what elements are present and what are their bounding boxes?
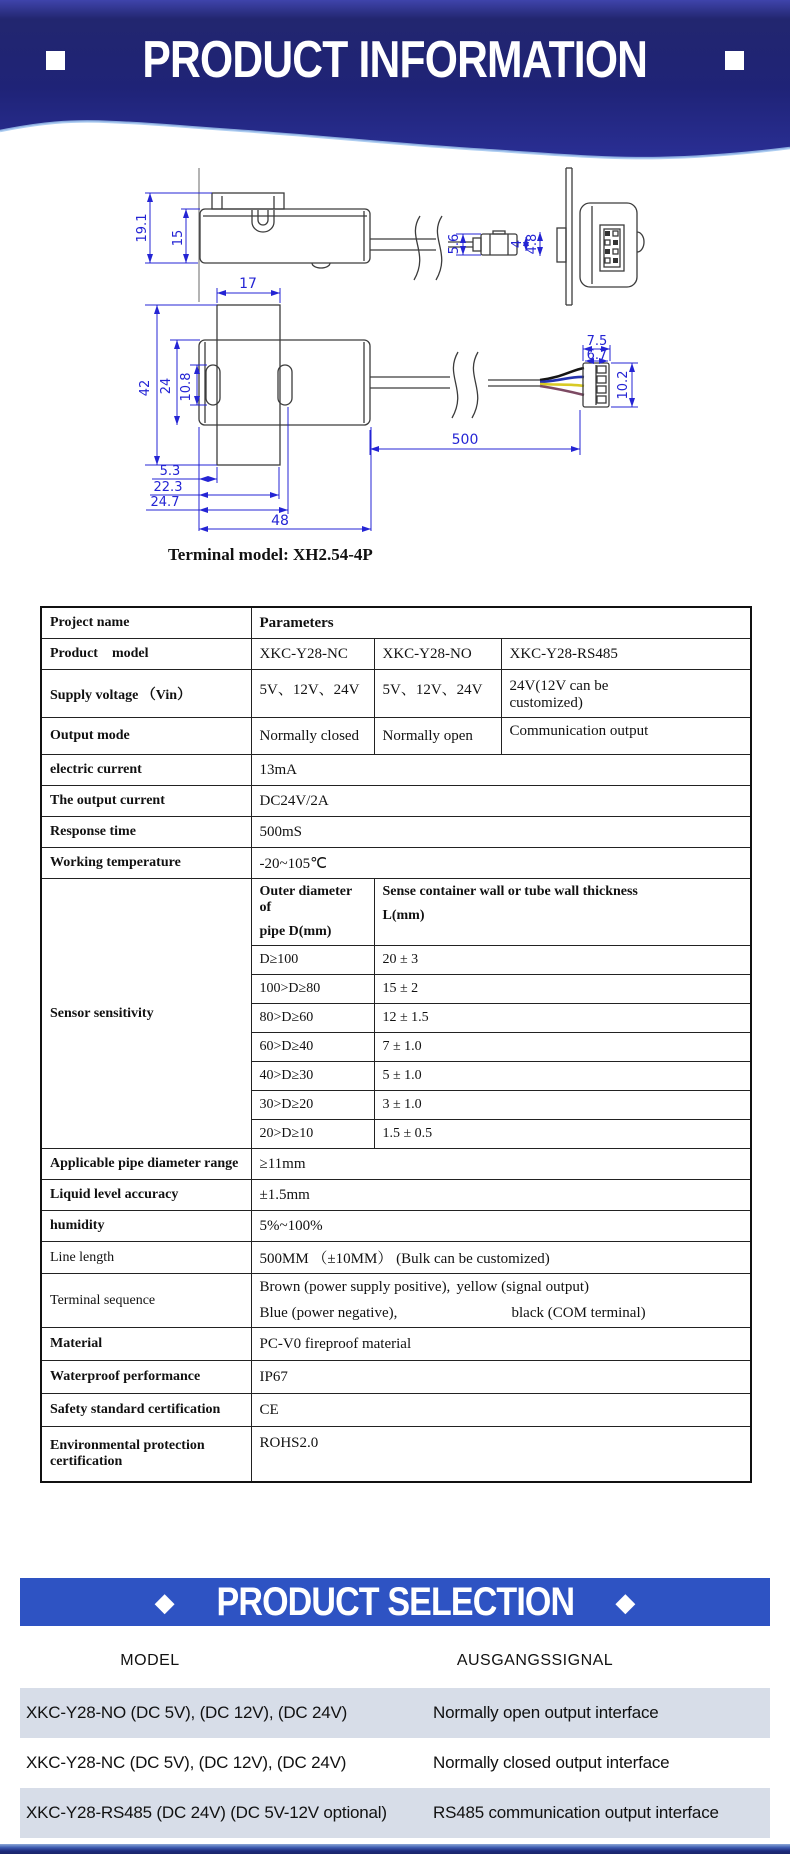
spec-subheader-line: Sense container wall or tube wall thickness — [382, 884, 638, 899]
spec-label: Project name — [41, 607, 251, 639]
selection-signal: RS485 communication output interface — [433, 1803, 719, 1822]
spec-label: Output mode — [41, 718, 251, 755]
sensitivity-l: 7 ± 1.0 — [374, 1033, 751, 1062]
sensor-end-view — [557, 168, 644, 305]
spec-value-line: customized) — [509, 695, 583, 711]
banner-wave-decoration — [0, 114, 790, 160]
sensitivity-d: 80>D≥60 — [251, 1004, 374, 1033]
spec-row-sensitivity-header — [41, 879, 751, 946]
dim-5-3: 5.3 — [159, 464, 181, 479]
spec-label: Liquid level accuracy — [41, 1180, 251, 1211]
spec-label: The output current — [41, 786, 251, 817]
dim-10-8: 10.8 — [179, 372, 194, 402]
sensitivity-l: 1.5 ± 0.5 — [374, 1120, 751, 1149]
spec-value: 5V、12V、24V — [374, 670, 501, 718]
product-selection-section — [0, 1578, 790, 1838]
sensitivity-d: D≥100 — [251, 946, 374, 975]
spec-subheader — [251, 879, 374, 946]
sensitivity-l: 15 ± 2 — [374, 975, 751, 1004]
spec-subheader-line: pipe D(mm) — [259, 924, 332, 939]
selection-model: XKC-Y28-NO (DC 5V), (DC 12V), (DC 24V) — [26, 1703, 348, 1722]
spec-label: Environmental protection certification — [41, 1427, 251, 1483]
spec-value: -20~105℃ — [251, 848, 751, 879]
spec-value: IP67 — [251, 1361, 751, 1394]
spec-subheader — [374, 879, 751, 946]
dim-4-8: 4.8 — [525, 233, 540, 255]
spec-label: humidity — [41, 1211, 251, 1242]
spec-row — [41, 1361, 751, 1394]
spec-value: DC24V/2A — [251, 786, 751, 817]
dimension-drawing — [0, 160, 790, 532]
dim-10-2: 10.2 — [616, 370, 631, 400]
dim-22-3: 22.3 — [153, 480, 183, 495]
spec-row — [41, 1149, 751, 1180]
terminal-part: Blue (power negative), — [259, 1305, 398, 1321]
selection-rows — [0, 1688, 790, 1838]
spec-label: Terminal sequence — [41, 1274, 251, 1328]
selection-signal: Normally open output interface — [433, 1703, 659, 1722]
spec-row-output-mode — [41, 718, 751, 755]
dim-17: 17 — [239, 276, 257, 292]
spec-row — [41, 755, 751, 786]
dim-42: 42 — [138, 379, 153, 397]
spec-label: Material — [41, 1328, 251, 1361]
sensitivity-l: 3 ± 1.0 — [374, 1091, 751, 1120]
spec-label: Response time — [41, 817, 251, 848]
dim-24-7: 24.7 — [150, 495, 180, 510]
sensitivity-d: 30>D≥20 — [251, 1091, 374, 1120]
terminal-part: Brown (power supply positive), — [259, 1279, 451, 1295]
spec-value: XKC-Y28-RS485 — [501, 639, 751, 670]
dim-15: 15 — [171, 229, 186, 247]
spec-value: XKC-Y28-NC — [251, 639, 374, 670]
spec-value: 5V、12V、24V — [251, 670, 374, 718]
terminal-part: yellow (signal output) — [456, 1279, 589, 1295]
front-view-dimensions — [138, 276, 638, 531]
product-information-banner — [0, 0, 790, 160]
selection-header-row — [0, 1652, 790, 1674]
sensitivity-d: 100>D≥80 — [251, 975, 374, 1004]
spec-label: Product model — [41, 639, 251, 670]
spec-label: Safety standard certification — [41, 1394, 251, 1427]
spec-value: 5%~100% — [251, 1211, 751, 1242]
spec-subheader-line: L(mm) — [382, 908, 425, 923]
selection-row — [20, 1688, 770, 1738]
spec-row-product — [41, 639, 751, 670]
spec-value: Parameters — [251, 607, 751, 639]
side-view-dimensions — [135, 193, 540, 263]
spec-label: Supply voltage （Vin） — [41, 670, 251, 718]
spec-row — [41, 786, 751, 817]
sensitivity-l: 5 ± 1.0 — [374, 1062, 751, 1091]
spec-label: Applicable pipe diameter range — [41, 1149, 251, 1180]
dim-5-6: 5.6 — [447, 233, 462, 255]
sensitivity-l: 20 ± 3 — [374, 946, 751, 975]
spec-value: PC-V0 fireproof material — [251, 1328, 751, 1361]
right-diamond-icon: ◆ — [615, 1587, 636, 1617]
spec-value: Normally open — [374, 718, 501, 755]
spec-label: Line length — [41, 1242, 251, 1274]
spec-value-line: 24V(12V can be — [509, 678, 609, 694]
spec-value: ≥11mm — [251, 1149, 751, 1180]
spec-row — [41, 848, 751, 879]
connector-wires — [540, 368, 584, 395]
spec-row — [41, 1211, 751, 1242]
selection-col-model: MODEL — [120, 1652, 180, 1669]
spec-value — [501, 670, 751, 718]
terminal-line — [260, 1279, 743, 1296]
spec-row — [41, 1394, 751, 1427]
dim-24: 24 — [159, 377, 174, 395]
spec-row — [41, 1242, 751, 1274]
terminal-part: black (COM terminal) — [511, 1305, 646, 1321]
spec-table — [40, 606, 752, 1483]
sensitivity-d: 60>D≥40 — [251, 1033, 374, 1062]
dim-4: 4 — [510, 239, 525, 249]
product-selection-banner — [20, 1578, 770, 1626]
banner-title-row — [0, 30, 790, 90]
spec-subheader-line: Outer diameter of — [259, 884, 352, 915]
spec-value: ROHS2.0 — [251, 1427, 751, 1483]
spec-value: XKC-Y28-NO — [374, 639, 501, 670]
spec-row — [41, 1180, 751, 1211]
terminal-line — [260, 1305, 743, 1322]
spec-value: 500MM （±10MM） (Bulk can be customized) — [251, 1242, 751, 1274]
spec-row-terminal — [41, 1274, 751, 1328]
dim-500: 500 — [451, 432, 479, 448]
spec-value: Normally closed — [251, 718, 374, 755]
dim-7-5: 7.5 — [586, 334, 608, 349]
technical-drawing-section — [0, 160, 790, 565]
selection-row — [20, 1788, 770, 1838]
spec-label: Sensor sensitivity — [41, 879, 251, 1149]
spec-label: Working temperature — [41, 848, 251, 879]
banner-right-square-icon — [725, 51, 744, 70]
dim-6-7: 6.7 — [586, 348, 608, 363]
spec-value: ±1.5mm — [251, 1180, 751, 1211]
spec-label: Waterproof performance — [41, 1361, 251, 1394]
spec-value: CE — [251, 1394, 751, 1427]
sensitivity-d: 40>D≥30 — [251, 1062, 374, 1091]
spec-value: 13mA — [251, 755, 751, 786]
selection-col-signal: AUSGANGSSIGNAL — [456, 1652, 614, 1669]
page-title: PRODUCT INFORMATION — [142, 31, 648, 89]
selection-row — [20, 1738, 770, 1788]
spec-row-environment — [41, 1427, 751, 1483]
dim-48: 48 — [271, 513, 289, 529]
spec-row-supply — [41, 670, 751, 718]
selection-model: XKC-Y28-NC (DC 5V), (DC 12V), (DC 24V) — [26, 1753, 347, 1772]
spec-value — [251, 1274, 751, 1328]
sensitivity-l: 12 ± 1.5 — [374, 1004, 751, 1033]
spec-value: Communication output — [501, 718, 751, 755]
selection-model: XKC-Y28-RS485 (DC 24V) (DC 5V-12V optional) — [26, 1803, 387, 1822]
spec-row-header — [41, 607, 751, 639]
bottom-divider — [0, 1844, 790, 1854]
sensitivity-d: 20>D≥10 — [251, 1120, 374, 1149]
spec-value: 500mS — [251, 817, 751, 848]
dim-19-1: 19.1 — [135, 213, 150, 243]
left-diamond-icon: ◆ — [154, 1587, 175, 1617]
banner-left-square-icon — [46, 51, 65, 70]
selection-signal: Normally closed output interface — [433, 1753, 670, 1772]
spec-row — [41, 1328, 751, 1361]
spec-label: electric current — [41, 755, 251, 786]
sensor-front-view — [199, 305, 609, 465]
terminal-model-caption: Terminal model: XH2.54-4P — [168, 545, 373, 564]
spec-row — [41, 817, 751, 848]
selection-title: PRODUCT SELECTION — [216, 1579, 574, 1624]
